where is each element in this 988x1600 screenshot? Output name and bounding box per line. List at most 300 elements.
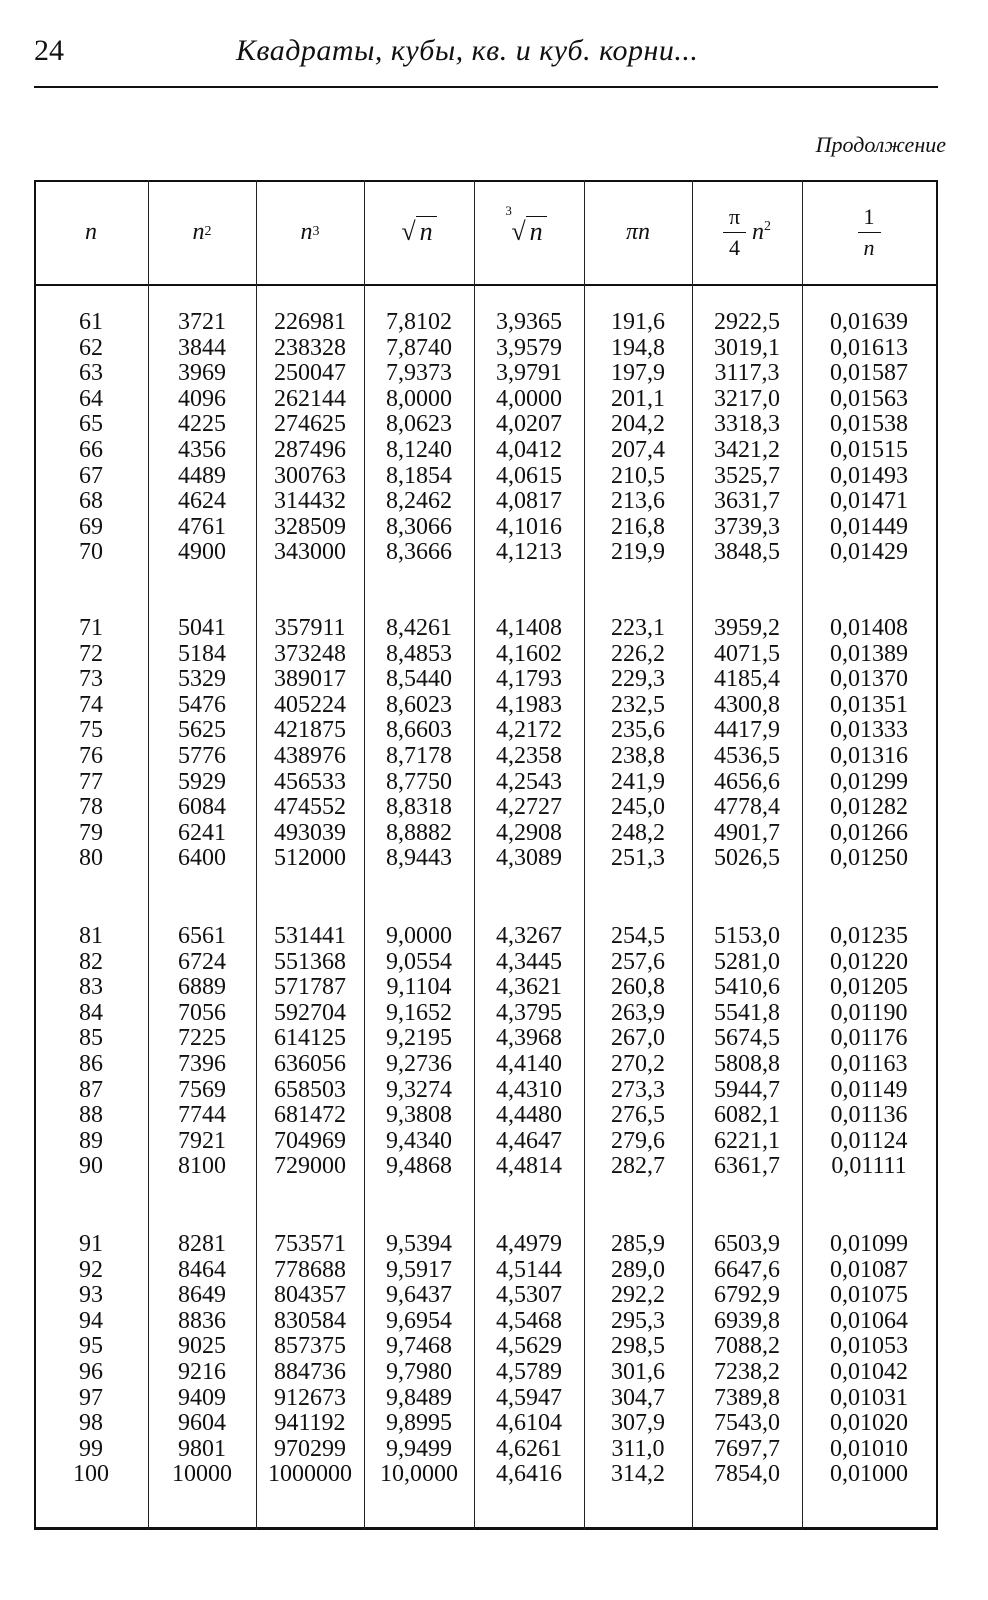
- cell-pi-n: 314,2: [611, 1461, 665, 1488]
- cell-cbrt: 4,3795: [496, 999, 562, 1026]
- cell-n: 98: [79, 1410, 103, 1437]
- table-row: [34, 950, 938, 976]
- cell-pi-quarter-n-squared: 6221,1: [714, 1127, 780, 1154]
- cell-n-squared: 7225: [178, 1025, 226, 1052]
- cell-pi-quarter-n-squared: 2922,5: [714, 309, 780, 335]
- cbrt-argument: n: [526, 216, 547, 246]
- cell-n: 87: [79, 1076, 103, 1103]
- cell-sqrt: 9,5917: [386, 1256, 452, 1283]
- cell-n: 92: [79, 1256, 103, 1283]
- cell-reciprocal: 0,01000: [830, 1461, 908, 1488]
- table-row: [34, 464, 938, 490]
- cell-n: 71: [79, 615, 103, 641]
- cell-n-cubed: 226981: [274, 309, 346, 335]
- cell-sqrt: 8,1854: [386, 462, 452, 489]
- cell-n-cubed: 405224: [274, 691, 346, 718]
- table-row: [34, 1026, 938, 1052]
- cell-reciprocal: 0,01163: [830, 1050, 908, 1077]
- cbrt-header: [505, 203, 546, 247]
- n-cubed-exponent: 3: [312, 224, 320, 239]
- table-row: [34, 1129, 938, 1155]
- cell-n-cubed: 970299: [274, 1435, 346, 1462]
- cell-n-cubed: 912673: [274, 1384, 346, 1411]
- cell-pi-n: 276,5: [611, 1102, 665, 1129]
- cell-cbrt: 4,2727: [496, 794, 562, 821]
- cell-n-squared: 5929: [178, 768, 226, 795]
- cell-pi-n: 270,2: [611, 1050, 665, 1077]
- cell-n-squared: 9604: [178, 1410, 226, 1437]
- cell-n-squared: 8100: [178, 1153, 226, 1180]
- cbrt-index: 3: [505, 203, 512, 218]
- cell-sqrt: 8,3066: [386, 513, 452, 540]
- cell-n-cubed: 658503: [274, 1076, 346, 1103]
- cell-pi-quarter-n-squared: 3019,1: [714, 334, 780, 361]
- cell-pi-quarter-n-squared: 3525,7: [714, 462, 780, 489]
- sqrt-sign: √: [401, 217, 416, 246]
- cell-pi-n: 204,2: [611, 411, 665, 438]
- cell-reciprocal: 0,01250: [830, 845, 908, 872]
- cell-pi-quarter-n-squared: 5281,0: [714, 948, 780, 975]
- cell-cbrt: 4,2358: [496, 742, 562, 769]
- cell-cbrt: 4,1983: [496, 691, 562, 718]
- cell-cbrt: 4,3089: [496, 845, 562, 872]
- cell-n-squared: 7569: [178, 1076, 226, 1103]
- reciprocal-denominator: n: [863, 234, 875, 260]
- cell-n-squared: 4225: [178, 411, 226, 438]
- pi-quarter-fraction: [723, 204, 746, 261]
- cell-n-squared: 3844: [178, 334, 226, 361]
- cell-pi-n: 241,9: [611, 768, 665, 795]
- cell-sqrt: 9,3808: [386, 1102, 452, 1129]
- running-head-rule: [34, 86, 938, 88]
- cell-n-squared: 4356: [178, 436, 226, 463]
- cell-cbrt: 4,0615: [496, 462, 562, 489]
- table-row: [34, 1360, 938, 1386]
- cell-pi-n: 311,0: [611, 1435, 665, 1462]
- table-row: [34, 821, 938, 847]
- cell-reciprocal: 0,01449: [830, 513, 908, 540]
- cell-reciprocal: 0,01190: [830, 999, 908, 1026]
- cell-n-squared: 7056: [178, 999, 226, 1026]
- table-row: [34, 438, 938, 464]
- cell-n-cubed: 389017: [274, 666, 346, 693]
- cell-n-cubed: 592704: [274, 999, 346, 1026]
- cell-pi-n: 289,0: [611, 1256, 665, 1283]
- cell-sqrt: 8,7178: [386, 742, 452, 769]
- cell-reciprocal: 0,01053: [830, 1333, 908, 1360]
- cell-n-squared: 7744: [178, 1102, 226, 1129]
- cell-cbrt: 4,4814: [496, 1153, 562, 1180]
- cell-sqrt: 9,9499: [386, 1435, 452, 1462]
- cell-cbrt: 4,1408: [496, 615, 562, 641]
- cell-reciprocal: 0,01493: [830, 462, 908, 489]
- cell-reciprocal: 0,01282: [830, 794, 908, 821]
- table-row: [34, 975, 938, 1001]
- cell-n-squared: 4900: [178, 539, 226, 566]
- cell-n: 64: [79, 385, 103, 412]
- cell-sqrt: 9,0554: [386, 948, 452, 975]
- cell-n-cubed: 343000: [274, 539, 346, 566]
- cell-n-squared: 8836: [178, 1307, 226, 1334]
- row-group: [34, 310, 938, 566]
- cell-cbrt: 4,3267: [496, 923, 562, 949]
- cell-reciprocal: 0,01299: [830, 768, 908, 795]
- cell-n: 86: [79, 1050, 103, 1077]
- cell-n: 89: [79, 1127, 103, 1154]
- cell-sqrt: 7,8102: [386, 309, 452, 335]
- cell-n-cubed: 438976: [274, 742, 346, 769]
- cell-pi-n: 223,1: [611, 615, 665, 641]
- cell-n-squared: 6241: [178, 819, 226, 846]
- cell-sqrt: 8,6023: [386, 691, 452, 718]
- table-row: [34, 616, 938, 642]
- column-header-n-cubed: [256, 180, 364, 284]
- cell-reciprocal: 0,01563: [830, 385, 908, 412]
- cell-cbrt: 4,2908: [496, 819, 562, 846]
- cell-n: 72: [79, 640, 103, 667]
- cell-pi-quarter-n-squared: 3739,3: [714, 513, 780, 540]
- column-header-pi-quarter-n-squared: [692, 180, 802, 284]
- column-header-reciprocal: [802, 180, 936, 284]
- table-row: [34, 1334, 938, 1360]
- cell-n-cubed: 571787: [274, 974, 346, 1001]
- table-row: [34, 310, 938, 336]
- cell-n-cubed: 328509: [274, 513, 346, 540]
- cell-n-squared: 4096: [178, 385, 226, 412]
- cell-pi-n: 235,6: [611, 717, 665, 744]
- cell-pi-n: 226,2: [611, 640, 665, 667]
- cell-pi-quarter-n-squared: 3421,2: [714, 436, 780, 463]
- cell-n-squared: 10000: [172, 1461, 232, 1488]
- cell-pi-quarter-n-squared: 4536,5: [714, 742, 780, 769]
- cell-pi-quarter-n-squared: 3318,3: [714, 411, 780, 438]
- cell-cbrt: 4,6104: [496, 1410, 562, 1437]
- cell-n-cubed: 287496: [274, 436, 346, 463]
- cell-pi-quarter-n-squared: 6939,8: [714, 1307, 780, 1334]
- cell-n: 91: [79, 1231, 103, 1257]
- cell-pi-quarter-n-squared: 6082,1: [714, 1102, 780, 1129]
- cell-pi-quarter-n-squared: 3848,5: [714, 539, 780, 566]
- cell-sqrt: 9,3274: [386, 1076, 452, 1103]
- cell-sqrt: 8,4853: [386, 640, 452, 667]
- cell-sqrt: 9,5394: [386, 1231, 452, 1257]
- cell-pi-n: 263,9: [611, 999, 665, 1026]
- row-group: [34, 1232, 938, 1488]
- cell-reciprocal: 0,01515: [830, 436, 908, 463]
- cell-cbrt: 4,4979: [496, 1231, 562, 1257]
- cell-pi-quarter-n-squared: 5944,7: [714, 1076, 780, 1103]
- cell-n: 68: [79, 488, 103, 515]
- cell-n-cubed: 421875: [274, 717, 346, 744]
- cell-reciprocal: 0,01370: [830, 666, 908, 693]
- table-row: [34, 1283, 938, 1309]
- cell-n: 85: [79, 1025, 103, 1052]
- cell-reciprocal: 0,01316: [830, 742, 908, 769]
- cell-n-cubed: 314432: [274, 488, 346, 515]
- table-row: [34, 412, 938, 438]
- cell-sqrt: 8,6603: [386, 717, 452, 744]
- cell-pi-n: 248,2: [611, 819, 665, 846]
- cell-cbrt: 4,4140: [496, 1050, 562, 1077]
- cell-sqrt: 9,1104: [386, 974, 452, 1001]
- cell-n: 79: [79, 819, 103, 846]
- row-group: [34, 924, 938, 1180]
- cell-pi-n: 207,4: [611, 436, 665, 463]
- cell-sqrt: 10,0000: [380, 1461, 458, 1488]
- cell-n-squared: 6400: [178, 845, 226, 872]
- cell-pi-n: 273,3: [611, 1076, 665, 1103]
- cell-n-cubed: 357911: [274, 615, 346, 641]
- cell-cbrt: 4,5789: [496, 1358, 562, 1385]
- cell-n: 73: [79, 666, 103, 693]
- cell-n-squared: 9216: [178, 1358, 226, 1385]
- cell-n-cubed: 753571: [274, 1231, 346, 1257]
- cell-sqrt: 9,8995: [386, 1410, 452, 1437]
- cell-pi-n: 307,9: [611, 1410, 665, 1437]
- cell-n-cubed: 729000: [274, 1153, 346, 1180]
- table-row: [34, 540, 938, 566]
- cell-sqrt: 9,4340: [386, 1127, 452, 1154]
- cell-n: 84: [79, 999, 103, 1026]
- cell-reciprocal: 0,01099: [830, 1231, 908, 1257]
- cell-pi-quarter-n-squared: 5410,6: [714, 974, 780, 1001]
- table-row: [34, 1258, 938, 1284]
- cell-pi-n: 194,8: [611, 334, 665, 361]
- cell-pi-quarter-n-squared: 7238,2: [714, 1358, 780, 1385]
- cell-n-squared: 6724: [178, 948, 226, 975]
- cell-pi-quarter-n-squared: 4300,8: [714, 691, 780, 718]
- cell-cbrt: 4,5144: [496, 1256, 562, 1283]
- cell-n-squared: 9801: [178, 1435, 226, 1462]
- table-row: [34, 744, 938, 770]
- cell-cbrt: 4,0207: [496, 411, 562, 438]
- cell-cbrt: 4,4647: [496, 1127, 562, 1154]
- cell-cbrt: 3,9791: [496, 360, 562, 387]
- continuation-label: Продолжение: [815, 132, 946, 157]
- cell-n-squared: 6889: [178, 974, 226, 1001]
- cell-cbrt: 4,6261: [496, 1435, 562, 1462]
- cell-sqrt: 8,5440: [386, 666, 452, 693]
- n-cubed-base: n: [300, 218, 313, 245]
- cell-pi-n: 282,7: [611, 1153, 665, 1180]
- cell-pi-n: 292,2: [611, 1282, 665, 1309]
- cell-reciprocal: 0,01111: [831, 1153, 907, 1180]
- table-row: [34, 667, 938, 693]
- cell-n: 99: [79, 1435, 103, 1462]
- pi-n-label: πn: [625, 218, 651, 245]
- cell-sqrt: 9,1652: [386, 999, 452, 1026]
- table-row: [34, 642, 938, 668]
- pi-quarter-variable: [752, 219, 771, 246]
- cell-pi-n: 219,9: [611, 539, 665, 566]
- pi-quarter-n: n: [752, 218, 765, 245]
- cell-n-cubed: 531441: [274, 923, 346, 949]
- cell-n-squared: 8281: [178, 1231, 226, 1257]
- cell-sqrt: 9,4868: [386, 1153, 452, 1180]
- sqrt-argument: n: [416, 216, 437, 246]
- cell-pi-n: 304,7: [611, 1384, 665, 1411]
- cell-pi-quarter-n-squared: 6361,7: [714, 1153, 780, 1180]
- cell-cbrt: 4,2172: [496, 717, 562, 744]
- cell-reciprocal: 0,01136: [830, 1102, 908, 1129]
- cell-cbrt: 4,3621: [496, 974, 562, 1001]
- cell-n: 70: [79, 539, 103, 566]
- cell-n: 95: [79, 1333, 103, 1360]
- cell-sqrt: 8,0623: [386, 411, 452, 438]
- cell-pi-n: 257,6: [611, 948, 665, 975]
- cell-n-cubed: 456533: [274, 768, 346, 795]
- cell-pi-n: 191,6: [611, 309, 665, 335]
- cell-reciprocal: 0,01235: [830, 923, 908, 949]
- row-group: [34, 616, 938, 872]
- cell-pi-quarter-n-squared: 5026,5: [714, 845, 780, 872]
- cell-pi-quarter-n-squared: 6503,9: [714, 1231, 780, 1257]
- table-row: [34, 1309, 938, 1335]
- cell-n: 74: [79, 691, 103, 718]
- cell-reciprocal: 0,01639: [830, 309, 908, 335]
- cell-cbrt: 4,6416: [496, 1461, 562, 1488]
- cell-n: 97: [79, 1384, 103, 1411]
- cell-n-cubed: 551368: [274, 948, 346, 975]
- n-squared-base: n: [192, 218, 205, 245]
- cell-n: 62: [79, 334, 103, 361]
- running-head-title: Квадраты, кубы, кв. и куб. корни...: [236, 34, 699, 67]
- cell-n: 88: [79, 1102, 103, 1129]
- cell-pi-n: 279,6: [611, 1127, 665, 1154]
- cell-pi-n: 295,3: [611, 1307, 665, 1334]
- cell-sqrt: 8,3666: [386, 539, 452, 566]
- cell-cbrt: 4,4480: [496, 1102, 562, 1129]
- cell-sqrt: 8,9443: [386, 845, 452, 872]
- cell-reciprocal: 0,01587: [830, 360, 908, 387]
- cell-n-cubed: 704969: [274, 1127, 346, 1154]
- cbrt-sign: √: [511, 217, 526, 246]
- cell-cbrt: 4,3445: [496, 948, 562, 975]
- n-squared-exponent: 2: [204, 224, 212, 239]
- cell-reciprocal: 0,01429: [830, 539, 908, 566]
- cell-cbrt: 4,0817: [496, 488, 562, 515]
- cell-pi-quarter-n-squared: 4071,5: [714, 640, 780, 667]
- cell-cbrt: 4,5468: [496, 1307, 562, 1334]
- cell-pi-n: 197,9: [611, 360, 665, 387]
- cell-n-squared: 6084: [178, 794, 226, 821]
- cell-pi-quarter-n-squared: 4656,6: [714, 768, 780, 795]
- cell-reciprocal: 0,01408: [830, 615, 908, 641]
- cell-sqrt: 8,8318: [386, 794, 452, 821]
- cell-pi-quarter-n-squared: 4417,9: [714, 717, 780, 744]
- cell-cbrt: 3,9579: [496, 334, 562, 361]
- cell-reciprocal: 0,01538: [830, 411, 908, 438]
- cell-n: 78: [79, 794, 103, 821]
- cell-n: 96: [79, 1358, 103, 1385]
- cell-n: 67: [79, 462, 103, 489]
- cell-cbrt: 4,0412: [496, 436, 562, 463]
- cell-sqrt: 7,9373: [386, 360, 452, 387]
- cell-n: 94: [79, 1307, 103, 1334]
- column-header-n: [34, 180, 148, 284]
- cell-n: 82: [79, 948, 103, 975]
- cell-n-cubed: 778688: [274, 1256, 346, 1283]
- cell-n: 90: [79, 1153, 103, 1180]
- cell-sqrt: 9,2736: [386, 1050, 452, 1077]
- cell-pi-quarter-n-squared: 4901,7: [714, 819, 780, 846]
- cell-n-squared: 9025: [178, 1333, 226, 1360]
- cell-reciprocal: 0,01205: [830, 974, 908, 1001]
- cell-pi-quarter-n-squared: 7543,0: [714, 1410, 780, 1437]
- cell-sqrt: 8,2462: [386, 488, 452, 515]
- cell-sqrt: 8,1240: [386, 436, 452, 463]
- cell-n-cubed: 493039: [274, 819, 346, 846]
- cell-sqrt: 8,4261: [386, 615, 452, 641]
- cell-n-squared: 5184: [178, 640, 226, 667]
- column-header-n-squared: [148, 180, 256, 284]
- cell-reciprocal: 0,01266: [830, 819, 908, 846]
- page-number: 24: [34, 34, 64, 67]
- cell-pi-quarter-n-squared: 5541,8: [714, 999, 780, 1026]
- table-row: [34, 361, 938, 387]
- cell-n-squared: 9409: [178, 1384, 226, 1411]
- cell-n: 93: [79, 1282, 103, 1309]
- cell-n-squared: 5625: [178, 717, 226, 744]
- cell-n-cubed: 941192: [274, 1410, 346, 1437]
- cell-cbrt: 4,1793: [496, 666, 562, 693]
- cell-n-cubed: 1000000: [268, 1461, 352, 1488]
- table-row: [34, 795, 938, 821]
- cell-pi-n: 201,1: [611, 385, 665, 412]
- cell-pi-n: 251,3: [611, 845, 665, 872]
- cell-n: 61: [79, 309, 103, 335]
- cell-n-squared: 7921: [178, 1127, 226, 1154]
- cell-pi-n: 216,8: [611, 513, 665, 540]
- cell-reciprocal: 0,01176: [830, 1025, 908, 1052]
- cell-pi-quarter-n-squared: 3217,0: [714, 385, 780, 412]
- cell-reciprocal: 0,01042: [830, 1358, 908, 1385]
- column-header-cbrt: [474, 180, 584, 284]
- table-row: [34, 387, 938, 413]
- table-row: [34, 1232, 938, 1258]
- cell-pi-n: 254,5: [611, 923, 665, 949]
- cell-n-cubed: 512000: [274, 845, 346, 872]
- table-row: [34, 770, 938, 796]
- table-row: [34, 1078, 938, 1104]
- cell-n-cubed: 884736: [274, 1358, 346, 1385]
- cell-n-squared: 7396: [178, 1050, 226, 1077]
- cell-n-squared: 4489: [178, 462, 226, 489]
- cell-n-cubed: 830584: [274, 1307, 346, 1334]
- cell-pi-n: 213,6: [611, 488, 665, 515]
- table-row: [34, 718, 938, 744]
- reciprocal-fraction: [858, 204, 881, 261]
- cell-pi-n: 229,3: [611, 666, 665, 693]
- cell-sqrt: 9,8489: [386, 1384, 452, 1411]
- cell-cbrt: 4,4310: [496, 1076, 562, 1103]
- cell-sqrt: 9,2195: [386, 1025, 452, 1052]
- cell-pi-quarter-n-squared: 7854,0: [714, 1461, 780, 1488]
- cell-sqrt: 9,7468: [386, 1333, 452, 1360]
- table-row: [34, 1462, 938, 1488]
- table-row: [34, 1411, 938, 1437]
- cell-pi-quarter-n-squared: 3631,7: [714, 488, 780, 515]
- table-row: [34, 1154, 938, 1180]
- cell-reciprocal: 0,01220: [830, 948, 908, 975]
- column-header-pi-n: [584, 180, 692, 284]
- cell-reciprocal: 0,01124: [830, 1127, 908, 1154]
- cell-n: 81: [79, 923, 103, 949]
- cell-reciprocal: 0,01351: [830, 691, 908, 718]
- cell-n-cubed: 681472: [274, 1102, 346, 1129]
- cell-sqrt: 9,6437: [386, 1282, 452, 1309]
- cell-cbrt: 4,2543: [496, 768, 562, 795]
